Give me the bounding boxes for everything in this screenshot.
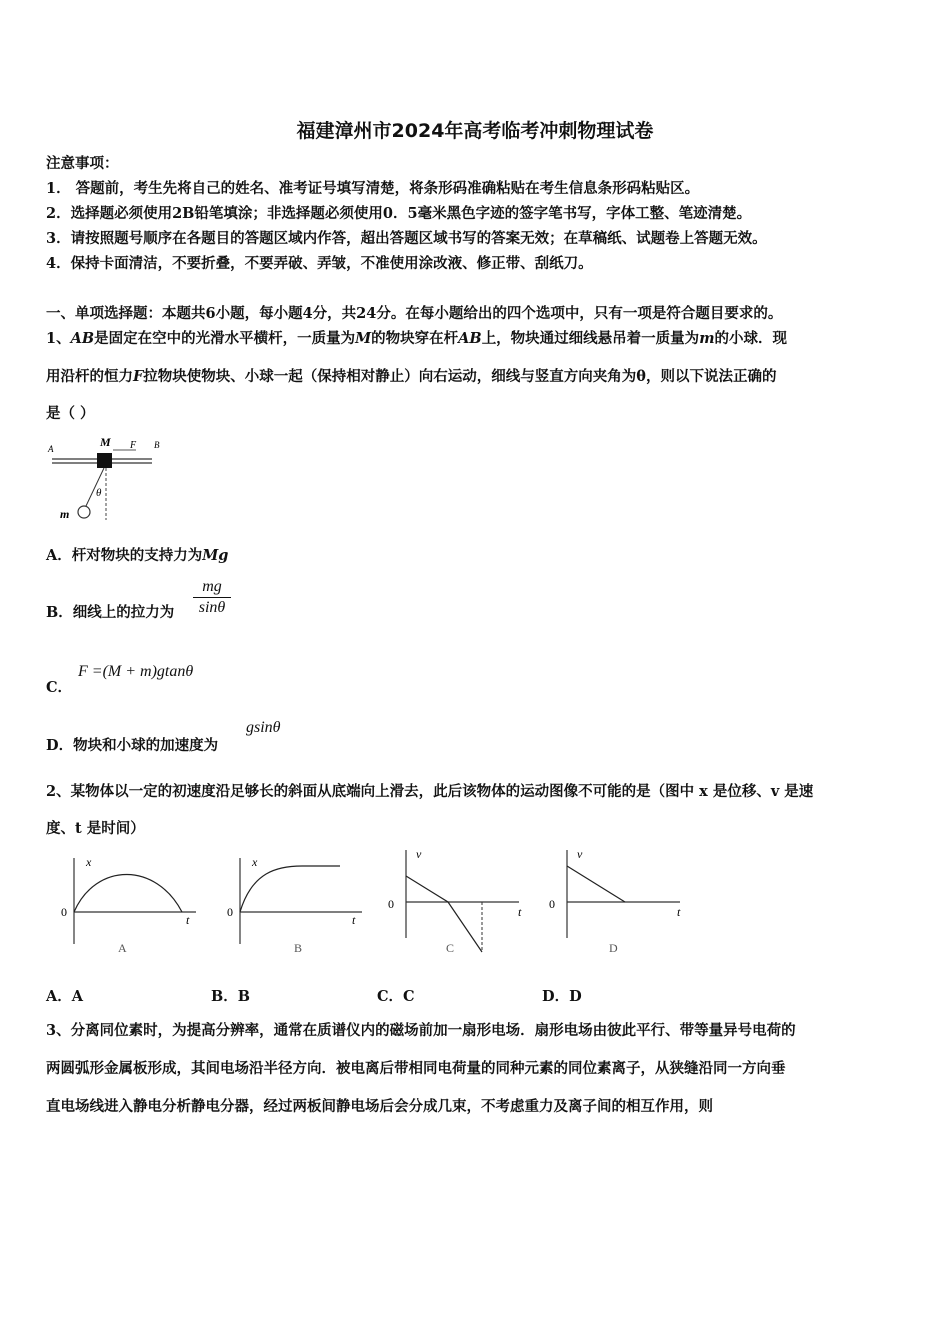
- ball: [78, 506, 90, 518]
- graph-caption: D: [609, 941, 618, 955]
- svg-text:t: t: [677, 905, 681, 919]
- label-a: A: [48, 444, 54, 454]
- page-title: 福建漳州市2024年高考临考冲刺物理试卷: [296, 120, 654, 142]
- label-theta: θ: [96, 487, 102, 499]
- label-b: B: [154, 440, 160, 450]
- q2-graph-b: [222, 852, 372, 957]
- q2-stem-line2: 度、t 是时间）: [46, 820, 145, 837]
- q2-stem-line1: 2、某物体以一定的初速度沿足够长的斜面从底端向上滑去，此后该物体的运动图像不可能的是（图中 x 是位移、v 是速: [46, 783, 814, 800]
- q1-option-c-formula: F =(M + m)gtanθ: [78, 663, 194, 680]
- q1-option-a: A．杆对物块的支持力为Mg: [46, 547, 229, 564]
- section-heading: 一、单项选择题：本题共6小题，每小题4分，共24分。在每小题给出的四个选项中，只有一项是符合题目要求的。: [46, 305, 783, 322]
- svg-text:t: t: [186, 913, 190, 927]
- svg-text:v: v: [416, 847, 422, 861]
- svg-text:0: 0: [227, 905, 233, 919]
- notice-heading: 注意事项：: [46, 155, 119, 172]
- q1-option-d-formula: gsinθ: [246, 719, 281, 736]
- label-f: F: [130, 440, 137, 451]
- svg-text:v: v: [577, 847, 583, 861]
- q3-stem-line1: 3、分离同位素时，为提高分辨率，通常在质谱仪内的磁场前加一扇形电场．扇形电场由彼此平行、带等量异号电荷的: [46, 1022, 796, 1039]
- q3-stem-line3: 直电场线进入静电分析静电分器，经过两板间静电场后会分成几束，不考虑重力及离子间的相互作用，则: [46, 1098, 713, 1115]
- q1-option-b-fraction: $\frac{mg}{\sin\theta}$: [193, 578, 231, 617]
- notice-item: 1． 答题前，考生先将自己的姓名、准考证号填写清楚，将条形码准确粘贴在考生信息条形码粘贴区。: [46, 180, 700, 197]
- label-m-block: M: [100, 435, 111, 449]
- q1-option-d: D．物块和小球的加速度为: [46, 737, 219, 754]
- notice-item: 4．保持卡面清洁，不要折叠，不要弄破、弄皱，不准使用涂改液、修正带、刮纸刀。: [46, 255, 593, 272]
- q1-stem-line3: 是（ ）: [46, 405, 95, 422]
- q1-option-b: B．细线上的拉力为: [46, 604, 175, 621]
- svg-text:0: 0: [61, 905, 67, 919]
- q2-option-a: A．A: [46, 988, 84, 1005]
- q2-option-b: B．B: [211, 988, 251, 1005]
- graph-caption: C: [446, 941, 455, 955]
- notice-item: 3．请按照题号顺序在各题目的答题区域内作答，超出答题区域书写的答案无效；在草稿纸、试题卷上答题无效。: [46, 230, 767, 247]
- q2-graph-a: [56, 852, 206, 957]
- q1-stem-line2: 用沿杆的恒力F拉物块使物块、小球一起（保持相对静止）向右运动，细线与竖直方向夹角为θ，则以下说法正确的: [46, 368, 777, 385]
- q1-stem-line1: 1、AB是固定在空中的光滑水平横杆，一质量为M的物块穿在杆AB上，物块通过细线悬吊着一质量为m的小球．现: [46, 330, 788, 347]
- block-m: [97, 453, 112, 468]
- q1-option-c: C．: [46, 679, 73, 696]
- svg-text:x: x: [86, 855, 92, 869]
- graph-caption: A: [118, 941, 127, 955]
- q2-graph-d: [545, 846, 695, 956]
- svg-text:x: x: [252, 855, 258, 869]
- q3-stem-line2: 两圆弧形金属板形成，其间电场沿半径方向．被电离后带相同电荷量的同种元素的同位素离子，从狭缝沿同一方向垂: [46, 1060, 786, 1077]
- q2-option-c: C．C: [377, 988, 415, 1005]
- svg-text:0: 0: [388, 897, 394, 911]
- q2-graph-c: [384, 846, 534, 956]
- notice-item: 2．选择题必须使用2B铅笔填涂；非选择题必须使用0．5毫米黑色字迹的签字笔书写，字体工整、笔迹清楚。: [46, 205, 752, 222]
- svg-text:0: 0: [549, 897, 555, 911]
- svg-text:t: t: [352, 913, 356, 927]
- graph-caption: B: [294, 941, 303, 955]
- label-m-ball: m: [60, 507, 70, 521]
- q1-figure: [44, 428, 174, 528]
- svg-text:t: t: [518, 905, 522, 919]
- q2-option-d: D．D: [542, 988, 582, 1005]
